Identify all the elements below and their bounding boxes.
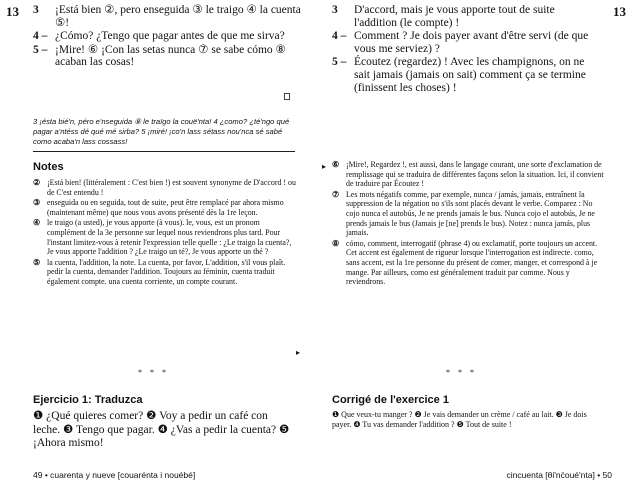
right-footer: cincuenta [θi'nc̈oué'nta] • 50 (506, 470, 612, 480)
left-notes (33, 178, 297, 288)
correction-title: Corrigé de l'exercice 1 (332, 394, 449, 406)
right-page-number: 13 (613, 4, 626, 19)
section-stars: * * * (446, 368, 477, 377)
note-item: ⑥ ¡Mire!, Regardez !, est aussi, dans le langage courant, une sorte d'exclamation de remplissage qui se traduira de différentes façons selon la situation. Ici, il convient de traduire par Écoutez ! (332, 160, 604, 189)
divider (33, 151, 295, 152)
square-marker-icon (284, 93, 290, 100)
correction-text: ❶ Que veux-tu manger ? ❷ Je vais demander un crème / café au lait. ❸ Je dois payer. ❹ Tu vas demander l'addition ? ❺ Tout de suite ! (332, 410, 587, 429)
left-dialogue (33, 4, 303, 70)
section-stars: * * * (138, 368, 169, 377)
note-item: ③ enseguida ou en seguida, tout de suite, peut être remplacé par ahora mismo (maintenant même) que nous vous avons présenté dès la 1re leçon. (33, 198, 284, 217)
note-item: ⑦ Les mots négatifs comme, par exemple, nunca / jamás, jamais, entraînent la suppression de la négation no s'ils sont placés devant le verbe. Comparez : No cojo nunca el autobús, Je ne prends jamais le bus. Nunca cojo el autobús, Je ne prends jamais le bus (Jamais je [ne] prends le bus). Notez : nunca jamás, plus jamais. (332, 189, 595, 238)
right-page (322, 0, 638, 492)
left-footer: 49 • cuarenta y nueve [couarénta i nouébé] (33, 470, 196, 480)
note-item: ② ¡Está bien! (littéralement : C'est bien !) est souvent synonyme de D'accord ! ou de C'est entendu ! (33, 178, 296, 197)
exercise-text: ❶ ¿Qué quieres comer? ❷ Voy a pedir un café con leche. ❸ Tengo que pagar. ❹ ¿Vas a pedir la cuenta? ❺ ¡Ahora mismo! (33, 410, 290, 449)
right-dialogue (332, 4, 594, 95)
note-item: ⑧ cómo, comment, interrogatif (phrase 4) ou exclamatif, porte toujours un accent. Cet accent est également de rigueur lorsque l'interrogation est indirecte. como, sans accent, est la 1re personne du présent de comer, manger, et correspond à je mange. Par ailleurs, como est généralement traduit par comme. Nous y reviendrons. (332, 238, 598, 287)
dialogue-line: 4 – ¿Cómo? ¿Tengo que pagar antes de que me sirva? (33, 30, 285, 43)
left-page (0, 0, 315, 492)
dialogue-line: 4 – Comment ? Je dois payer avant d'être servi (de que vous me serviez) ? (332, 30, 589, 55)
dialogue-line: 5 – ¡Mire! ⑥ ¡Con las setas nunca ⑦ se sabe cómo ⑧ acaban las cosas! (33, 43, 286, 69)
note-item: ④ le traigo (a usted), je vous apporte (à vous). le, vous, est un pronom complément de la 3e personne sur lequel nous reviendrons plus tard. Pour l'instant limitez-vous à retenir l'expression telle quelle : ¿Le traigo la cuenta?, Je vous apporte l'addition ? ¿Le traigo un té?, Je vous apporte un thé ? (33, 218, 292, 257)
right-notes (332, 160, 604, 288)
dialogue-line: 3 ¡Está bien ②, pero enseguida ③ le traigo ④ la cuenta ⑤! (33, 4, 301, 29)
exercise-title: Ejercicio 1: Traduzca (33, 394, 143, 406)
dialogue-line: 3 D'accord, mais je vous apporte tout de suite l'addition (le compte) ! (332, 4, 555, 29)
arrow-right-icon: ▸ (296, 348, 301, 357)
arrow-right-icon: ▸ (322, 162, 327, 171)
pronunciation-text: 3 ¡ésta bié'n, péro e'nseguida ⑧ le traïgo la couë'nta! 4 ¿como? ¿té'ngo qué pagar a'ntéss dé qué mé sirba? 5 ¡miré! ¡co'n lass sétass nou'nca sé sabé como acaba'n lass cossass! (33, 117, 290, 146)
dialogue-line: 5 – Écoutez (regardez) ! Avec les champignons, on ne sait jamais (jamais on sait) comment ça se termine (finissent les choses) ! (332, 56, 586, 94)
notes-title: Notes (33, 161, 64, 173)
note-item: ⑤ la cuenta, l'addition, la note. La cuenta, por favor, L'addition, s'il vous plaît. pedir la cuenta, demander l'addition. Toujours au féminin, cuenta traduit également compte. una cuenta corriente, un compte courant. (33, 257, 286, 286)
left-page-number: 13 (6, 4, 19, 19)
